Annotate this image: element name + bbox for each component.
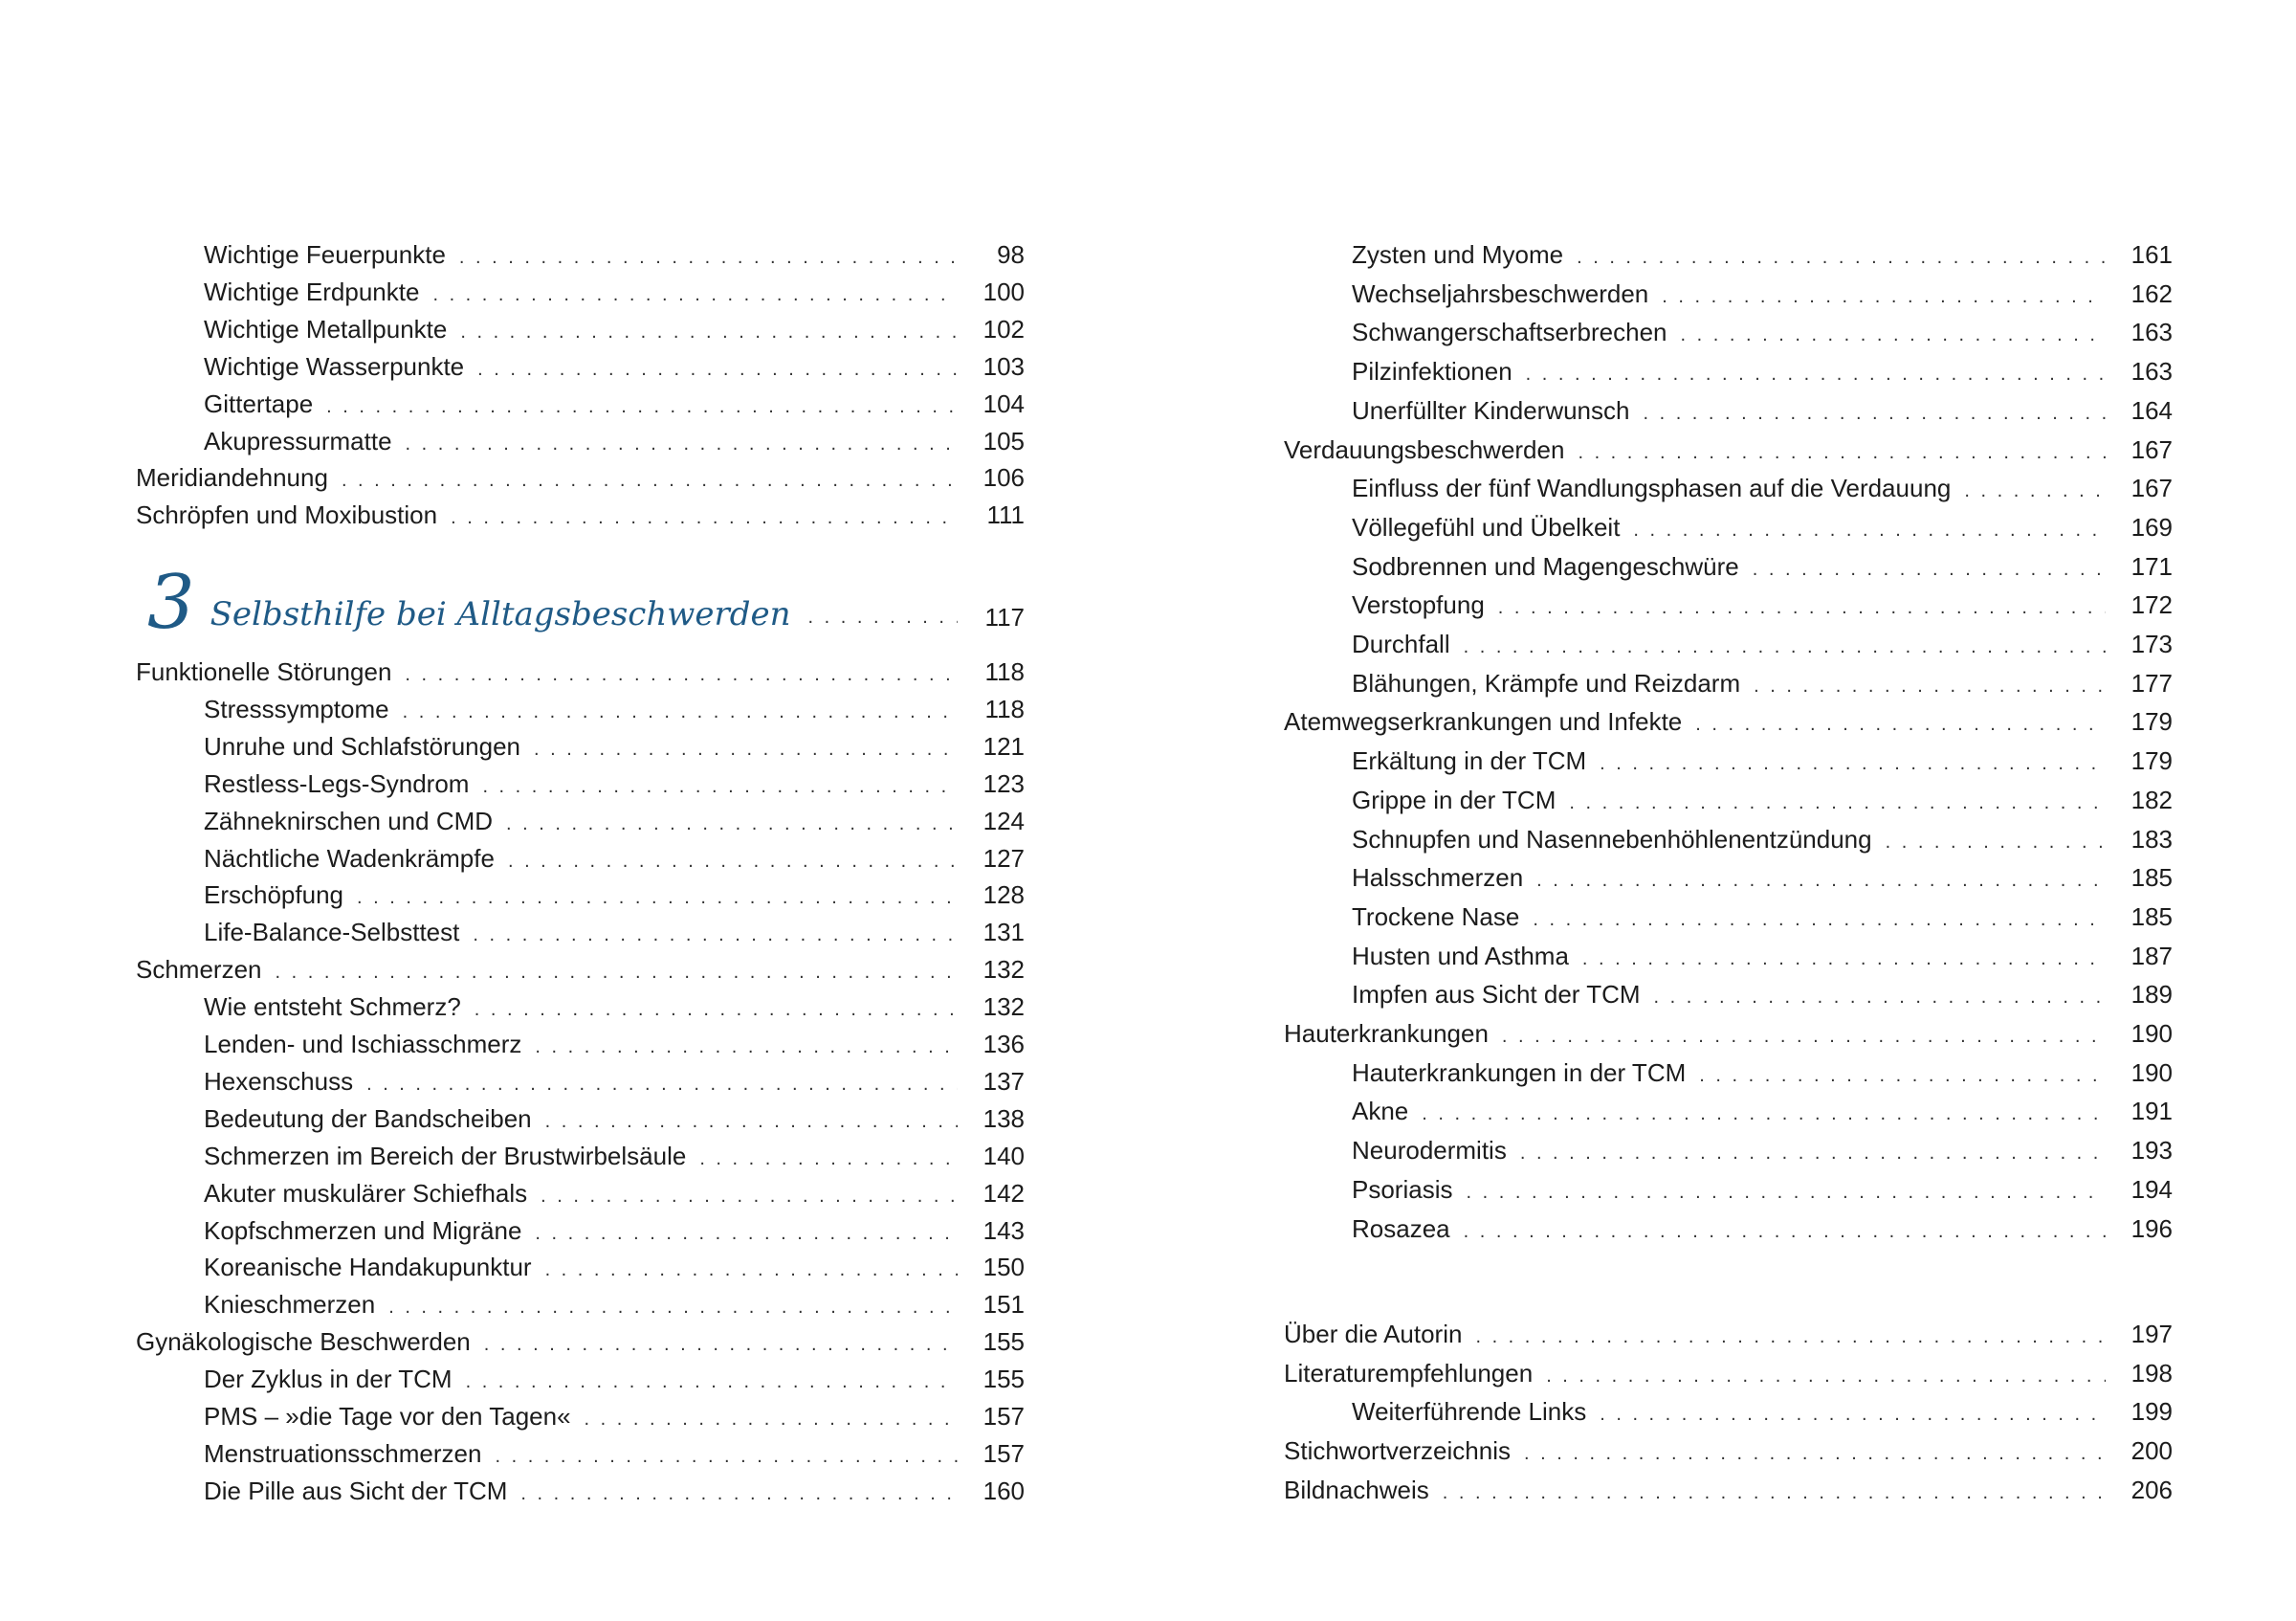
toc-entry-title: Life-Balance-Selbsttest [204,918,460,947]
toc-entry-title: Trockene Nase [1352,901,1520,931]
toc-entry-koreanische-handakupunktur[interactable] [136,1250,1025,1284]
page-number: 206 [2130,1475,2173,1504]
toc-entry-die-pille-aus-sicht-der-tcm[interactable] [136,1474,1025,1508]
toc-entry-title: Hexenschuss [204,1066,354,1096]
toc-entry-hauterkrankungen[interactable] [1284,1016,2173,1051]
toc-entry-title: Schmerzen [136,955,262,985]
toc-entry-title: Kopfschmerzen und Migräne [204,1215,522,1245]
dot-leader [508,844,958,878]
toc-entry-title: Bedeutung der Bandscheiben [204,1103,532,1133]
toc-entry-naechtliche-wadenkraempfe[interactable] [136,841,1025,876]
toc-entry-title: Rosazea [1352,1213,1450,1243]
toc-entry-title: Der Zyklus in der TCM [204,1365,453,1394]
dot-leader [1964,474,2106,508]
toc-entry-psoriasis[interactable] [1284,1172,2173,1207]
toc-entry-impfen-aus-sicht-der-tcm[interactable] [1284,977,2173,1011]
dot-leader [1502,1019,2106,1054]
toc-entry-schnupfen-und-nasennebenhoehlenentzuendung[interactable] [1284,822,2173,856]
toc-list-right-main [1284,237,2173,1250]
toc-entry-title: PMS – »die Tage vor den Tagen« [204,1402,571,1431]
toc-entry-sodbrennen-und-magengeschwuere[interactable] [1284,549,2173,584]
toc-entry-title: Hauterkrankungen [1284,1019,1489,1048]
dot-leader [477,352,958,387]
dot-leader [1886,825,2106,859]
page-number: 169 [2130,512,2173,542]
dot-leader [1600,1397,2106,1432]
dot-leader [460,315,958,349]
toc-entry-restless-legs-syndrom[interactable] [136,766,1025,801]
toc-entry-literaturempfehlungen[interactable] [1284,1356,2173,1390]
dot-leader [451,500,958,535]
dot-leader [1464,1214,2106,1249]
toc-entry-hexenschuss[interactable] [136,1064,1025,1099]
page-number: 142 [982,1178,1025,1208]
page-number: 194 [2130,1174,2173,1204]
toc-entry-title: Blähungen, Krämpfe und Reizdarm [1352,668,1741,698]
toc-entry-trockene-nase[interactable] [1284,899,2173,934]
dot-leader [466,1365,958,1399]
page-number: 150 [982,1253,1025,1282]
toc-entry-title: Knieschmerzen [204,1290,376,1320]
dot-leader [475,992,958,1027]
toc-entry-title: Gittertape [204,389,314,418]
toc-list-left-bottom [136,655,1025,1511]
chapter-heading-3[interactable] [136,560,1025,646]
dot-leader [1695,707,2106,742]
dot-leader [1753,552,2106,587]
toc-entry-title: Zysten und Myome [1352,240,1564,269]
page-number: 111 [986,500,1025,530]
dot-leader [1582,942,2106,976]
toc-entry-wechseljahrsbeschwerden[interactable] [1284,277,2173,311]
toc-entry-title: Einfluss der fünf Wandlungsphasen auf die Verdauung [1352,474,1952,503]
page-number: 127 [982,843,1025,873]
toc-entry-title: Schwangerschaftserbrechen [1352,318,1667,347]
toc-entry-pilzinfektionen[interactable] [1284,354,2173,389]
toc-entry-erschoepfung[interactable] [136,877,1025,912]
page-number: 172 [2130,590,2173,620]
toc-entry-kopfschmerzen-und-migraene[interactable] [136,1213,1025,1248]
toc-entry-akuter-muskulaerer-schiefhals[interactable] [136,1176,1025,1210]
dot-leader [388,1290,958,1324]
page-number: 131 [982,918,1025,947]
toc-entry-erkaeltung-in-der-tcm[interactable] [1284,744,2173,778]
page-number: 185 [2130,901,2173,931]
page-number: 164 [2130,395,2173,425]
toc-entry-lenden-und-ischiasschmerz[interactable] [136,1027,1025,1061]
page-number: 190 [2130,1057,2173,1087]
dot-leader [534,732,958,766]
page-number: 191 [2130,1097,2173,1126]
page-number: 151 [982,1290,1025,1320]
page-number: 200 [2130,1436,2173,1466]
dot-leader [1654,980,2106,1014]
toc-entry-title: Grippe in der TCM [1352,785,1556,814]
toc-entry-title: Wichtige Metallpunkte [204,314,448,344]
toc-entry-stresssymptome[interactable] [136,692,1025,726]
toc-entry-husten-und-asthma[interactable] [1284,939,2173,973]
toc-entry-pms-die-tage-vor-den-tagen[interactable] [136,1399,1025,1433]
page-number: 143 [982,1215,1025,1245]
dot-leader [1464,630,2106,664]
dot-leader [1536,863,2106,898]
toc-entry-title: Halsschmerzen [1352,863,1524,893]
dot-leader [1422,1097,2106,1131]
toc-entry-verdauungsbeschwerden[interactable] [1284,433,2173,467]
toc-entry-knieschmerzen[interactable] [136,1287,1025,1321]
toc-entry-title: Akupressurmatte [204,426,392,455]
toc-entry-title: Husten und Asthma [1352,941,1569,970]
toc-entry-bedeutung-der-bandscheiben[interactable] [136,1101,1025,1136]
page-number: 173 [2130,630,2173,658]
dot-leader [342,463,958,498]
toc-entry-title: Verdauungsbeschwerden [1284,434,1565,464]
dot-leader [585,1402,958,1436]
dot-leader [1546,1359,2106,1393]
page-number: 163 [2130,318,2173,347]
toc-entry-schwangerschaftserbrechen[interactable] [1284,315,2173,349]
toc-entry-title: Hauterkrankungen in der TCM [1352,1057,1687,1087]
page-number: 157 [982,1402,1025,1431]
page-number: 124 [982,806,1025,835]
toc-entry-title: Verstopfung [1352,590,1485,620]
toc-entry-blaehungen-kraempfe-und-reizdarm[interactable] [1284,666,2173,700]
page-number: 103 [982,351,1025,381]
page-number: 118 [984,657,1025,686]
toc-entry-einfluss-der-fuenf-wandlungsphasen-auf-die-verdauung[interactable] [1284,471,2173,505]
page-number: 162 [2130,278,2173,308]
page-number: 193 [2130,1136,2173,1166]
dot-leader [1526,357,2106,391]
toc-list-right-appendix [1284,1317,2173,1512]
dot-leader [1524,1436,2106,1471]
toc-entry-funktionelle-stoerungen[interactable] [136,655,1025,689]
dot-leader [1475,1320,2106,1354]
toc-entry-title: Nächtliche Wadenkrämpfe [204,843,495,873]
dot-leader [1754,669,2106,703]
toc-entry-title: Bildnachweis [1284,1475,1429,1504]
chapter-number: 3 [147,560,195,646]
dot-leader [473,918,958,952]
toc-entry-title: Lenden- und Ischiasschmerz [204,1030,522,1058]
dot-leader [484,1327,958,1362]
toc-entry-title: Schröpfen und Moxibustion [136,500,438,530]
toc-entry-title: Schmerzen im Bereich der Brustwirbelsäule [204,1141,687,1170]
toc-entry-meridiandehnung[interactable] [136,460,1025,495]
toc-entry-title: Meridiandehnung [136,463,328,493]
toc-entry-weiterfuehrende-links[interactable] [1284,1394,2173,1429]
page-number: 117 [984,603,1025,632]
page-number: 189 [2130,980,2173,1010]
dot-leader [1643,396,2106,431]
toc-entry-title: Neurodermitis [1352,1136,1507,1166]
dot-leader [1520,1136,2106,1170]
toc-entry-title: Unruhe und Schlafstörungen [204,731,521,761]
page-number: 128 [982,880,1025,910]
dot-leader [495,1439,958,1474]
page-number: 104 [982,389,1025,418]
toc-entry-title: Akne [1352,1097,1409,1126]
toc-entry-wichtige-erdpunkte[interactable] [136,275,1025,309]
toc-entry-title: Stresssymptome [204,694,389,723]
toc-entry-title: Psoriasis [1352,1174,1453,1204]
chapter-title: Selbsthilfe bei Alltagsbeschwerden [210,595,791,633]
dot-leader [405,657,958,692]
toc-entry-title: Impfen aus Sicht der TCM [1352,980,1641,1010]
toc-entry-wichtige-wasserpunkte[interactable] [136,349,1025,384]
toc-entry-title: Koreanische Handakupunktur [204,1253,532,1282]
dot-leader [459,240,958,275]
toc-entry-title: Akuter muskulärer Schiefhals [204,1178,528,1208]
toc-entry-bildnachweis[interactable] [1284,1473,2173,1507]
dot-leader [406,427,958,461]
toc-entry-akupressurmatte[interactable] [136,424,1025,458]
page-number: 167 [2130,434,2173,464]
dot-leader [403,695,958,729]
toc-entry-zaehneknirschen-und-cmd[interactable] [136,804,1025,838]
toc-entry-title: Wie entsteht Schmerz? [204,992,461,1022]
page-number: 132 [982,955,1025,985]
toc-entry-durchfall[interactable] [1284,627,2173,661]
dot-leader [545,1253,958,1287]
page-number: 100 [982,277,1025,306]
page-number: 179 [2130,707,2173,737]
toc-entry-gittertape[interactable] [136,387,1025,421]
dot-leader [1600,746,2106,781]
toc-entry-der-zyklus-in-der-tcm[interactable] [136,1362,1025,1396]
page-number: 196 [2130,1213,2173,1243]
page-number: 199 [2130,1397,2173,1427]
page-number: 140 [982,1141,1025,1170]
dot-leader [699,1142,958,1176]
page-number: 102 [982,314,1025,344]
toc-entry-title: Wechseljahrsbeschwerden [1352,278,1649,308]
page-number: 179 [2130,746,2173,776]
toc-entry-schmerzen[interactable] [136,952,1025,987]
toc-entry-title: Wichtige Erdpunkte [204,277,420,306]
dot-leader [432,278,958,312]
toc-entry-schmerzen-im-bereich-der-brustwirbelsaeule[interactable] [136,1139,1025,1173]
dot-leader [1466,1175,2106,1210]
toc-entry-title: Erschöpfung [204,880,343,910]
page-number: 198 [2130,1358,2173,1388]
dot-leader [366,1067,958,1101]
dot-leader [545,1104,958,1139]
dot-leader [326,389,958,424]
toc-entry-title: Pilzinfektionen [1352,357,1512,387]
toc-entry-title: Gynäkologische Beschwerden [136,1327,471,1357]
toc-entry-halsschmerzen[interactable] [1284,860,2173,895]
toc-entry-akne[interactable] [1284,1094,2173,1128]
toc-entry-title: Literaturempfehlungen [1284,1358,1534,1388]
toc-entry-wichtige-feuerpunkte[interactable] [136,237,1025,272]
dot-leader [1681,318,2106,352]
toc-entry-ueber-die-autorin[interactable] [1284,1317,2173,1351]
page-number: 197 [2130,1320,2173,1348]
toc-entry-life-balance-selbsttest[interactable] [136,915,1025,949]
toc-entry-menstruationsschmerzen[interactable] [136,1436,1025,1471]
page-number: 177 [2130,668,2173,698]
toc-entry-voellegefuehl-und-uebelkeit[interactable] [1284,510,2173,544]
toc-entry-title: Wichtige Wasserpunkte [204,351,465,381]
toc-entry-verstopfung[interactable] [1284,588,2173,622]
dot-leader [541,1179,958,1213]
page-number: 190 [2130,1019,2173,1048]
toc-entry-title: Funktionelle Störungen [136,657,392,686]
dot-leader [1662,279,2106,314]
page-number: 161 [2130,240,2173,269]
toc-list-left-top [136,237,1025,535]
chapter-heading-block [136,560,1025,646]
page-number: 157 [982,1438,1025,1468]
dot-leader [1569,786,2106,820]
toc-entry-atemwegserkrankungen-und-infekte[interactable] [1284,704,2173,739]
page-number: 187 [2130,941,2173,970]
page-number: 183 [2130,824,2173,854]
toc-entry-hauterkrankungen-in-der-tcm[interactable] [1284,1055,2173,1090]
toc-entry-neurodermitis[interactable] [1284,1133,2173,1167]
dot-leader [357,880,958,915]
dot-leader [1533,902,2106,937]
toc-entry-title: Sodbrennen und Magengeschwüre [1352,551,1739,581]
toc-entry-title: Unerfüllter Kinderwunsch [1352,395,1630,425]
page-number: 160 [982,1476,1025,1505]
toc-entry-title: Weiterführende Links [1352,1397,1587,1427]
page-number: 118 [984,694,1025,723]
toc-entry-zysten-und-myome[interactable] [1284,237,2173,272]
page-number: 138 [982,1103,1025,1133]
dot-leader [482,769,958,804]
toc-entry-title: Durchfall [1352,630,1450,658]
toc-entry-title: Menstruationsschmerzen [204,1438,482,1468]
dot-leader [1578,435,2106,470]
dot-leader [276,955,959,989]
toc-entry-title: Schnupfen und Nasennebenhöhlenentzündung [1352,824,1872,854]
page-number: 182 [2130,785,2173,814]
page-number: 185 [2130,863,2173,893]
page-number: 132 [982,992,1025,1022]
toc-entry-rosazea[interactable] [1284,1211,2173,1246]
toc-entry-unruhe-und-schlafstoerungen[interactable] [136,729,1025,764]
toc-entry-title: Über die Autorin [1284,1320,1463,1348]
toc-entry-title: Restless-Legs-Syndrom [204,768,470,798]
toc-entry-title: Die Pille aus Sicht der TCM [204,1476,508,1505]
dot-leader [535,1030,958,1064]
toc-entry-schroepfen-und-moxibustion[interactable] [136,498,1025,532]
toc-entry-unerfuellter-kinderwunsch[interactable] [1284,393,2173,428]
dot-leader [1443,1476,2106,1510]
toc-entry-title: Wichtige Feuerpunkte [204,240,446,269]
page-number: 98 [997,240,1025,269]
page-number: 136 [982,1030,1025,1058]
right-page [1148,0,2296,1621]
toc-entry-title: Atemwegserkrankungen und Infekte [1284,707,1683,737]
page-number: 121 [982,731,1025,761]
toc-entry-wie-entsteht-schmerz[interactable] [136,989,1025,1024]
page-number: 137 [982,1066,1025,1096]
page-number: 163 [2130,357,2173,387]
page-number: 155 [982,1365,1025,1394]
toc-entry-title: Erkältung in der TCM [1352,746,1587,776]
toc-entry-wichtige-metallpunkte[interactable] [136,312,1025,346]
page-number: 123 [982,768,1025,798]
page-number: 105 [982,426,1025,455]
toc-entry-gynaekologische-beschwerden[interactable] [136,1324,1025,1359]
dot-leader [1633,513,2106,547]
dot-leader [808,593,958,641]
page-number: 155 [982,1327,1025,1357]
dot-leader [520,1477,958,1511]
page-number: 171 [2130,551,2173,581]
dot-leader [1498,590,2106,625]
dot-leader [1699,1058,2106,1093]
toc-entry-grippe-in-der-tcm[interactable] [1284,783,2173,817]
toc-entry-title: Völlegefühl und Übelkeit [1352,512,1621,542]
toc-entry-title: Stichwortverzeichnis [1284,1436,1511,1466]
dot-leader [506,807,958,841]
page-number: 106 [982,463,1025,493]
page-number: 167 [2130,474,2173,503]
dot-leader [1577,240,2106,275]
toc-entry-stichwortverzeichnis[interactable] [1284,1433,2173,1468]
dot-leader [535,1216,958,1251]
toc-entry-title: Zähneknirschen und CMD [204,806,494,835]
